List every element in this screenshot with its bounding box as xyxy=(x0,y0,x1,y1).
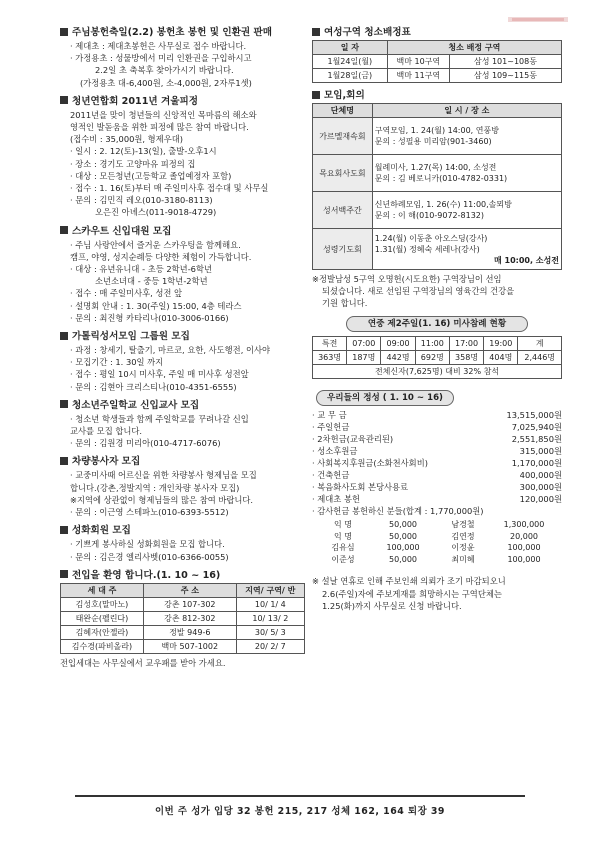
text-line: 2011년을 맞이 청년들의 신앙적인 목마름의 해소와 xyxy=(70,109,257,120)
table-cell: 30/ 5/ 3 xyxy=(236,625,304,639)
group-name: 성령기도회 xyxy=(313,229,373,270)
donor-amount: 50,000 xyxy=(389,554,417,564)
table-cell: 1월28일(금) xyxy=(313,69,388,83)
column-header: 단체명 xyxy=(313,104,373,118)
table-cell: 404명 xyxy=(484,350,518,364)
table-row xyxy=(313,364,562,378)
column-header: 09:00 xyxy=(381,336,415,350)
section-scout xyxy=(60,225,305,324)
welcome-note: 전입세대는 사무실에서 교우패를 받아 가세요. xyxy=(60,657,226,668)
donor-amount: 50,000 xyxy=(389,531,417,541)
table-cell: 강촌 812-302 xyxy=(143,611,236,625)
offering-amount: 315,000원 xyxy=(519,445,562,456)
group-name: 성서백주간 xyxy=(313,192,373,229)
section-driver xyxy=(60,455,305,518)
offerings-title: 우리들의 정성 ( 1. 10 ~ 16) xyxy=(316,390,454,406)
left-column xyxy=(60,26,305,675)
offering-row xyxy=(312,409,562,421)
donor-name: 최미혜 xyxy=(451,554,475,564)
text-line: · 기쁘게 봉사하실 성화회원을 모집 합니다. xyxy=(70,539,225,550)
table-cell: 삼성 109~115동 xyxy=(449,69,561,83)
table-cell: 2,446명 xyxy=(518,350,562,364)
donor-name: 김연정 xyxy=(451,531,475,541)
table-cell: 백마 507-1002 xyxy=(143,639,236,653)
meetings-table xyxy=(312,103,562,270)
table-cell: 김수경(파비올라) xyxy=(61,639,144,653)
table-cell: 187명 xyxy=(347,350,381,364)
bullet-square-icon xyxy=(60,457,68,465)
hymn-footer: 이번 주 성가 입당 32 봉헌 215, 217 성체 162, 164 퇴장 39 xyxy=(75,795,525,817)
note-line: 기원 합니다. xyxy=(322,298,368,309)
table-header-row xyxy=(313,41,562,55)
donor-amount: 50,000 xyxy=(389,520,417,530)
text-line: · 과정 : 창세기, 탈출기, 마르코, 요한, 사도행전, 이사야 xyxy=(70,345,271,356)
donor-amount: 100,000 xyxy=(507,554,541,564)
meeting-line: 1.24(월) 이동춘 아오스딩(강사) xyxy=(374,233,488,243)
section-title: 전입을 환영 합니다.(1. 10 ~ 16) xyxy=(72,569,221,581)
meeting-line: 1.31(월) 정혜숙 세레나(강사) xyxy=(374,244,480,254)
offering-row xyxy=(312,457,562,469)
offering-name: · 사회복지후원금(소화천사회비) xyxy=(312,457,428,468)
section-title: 청년연합회 2011년 겨울피정 xyxy=(72,95,199,107)
donor-name: 이정윤 xyxy=(451,543,475,553)
section-title: 스카우트 신입대원 모집 xyxy=(72,225,172,237)
attendance-summary: 전체신자(7,625명) 대비 32% 참석 xyxy=(313,364,562,378)
offering-name: · 교 무 금 xyxy=(312,409,347,420)
bullet-square-icon xyxy=(60,526,68,534)
text-line: · 문의 : 이근영 스테파노(010-6393-5512) xyxy=(70,507,229,518)
section-candle xyxy=(60,26,305,89)
offering-row xyxy=(312,481,562,493)
section-teacher xyxy=(60,399,305,450)
meeting-line: 문의 : 김 베로니카(010-4782-0331) xyxy=(374,174,508,183)
offering-row xyxy=(312,445,562,457)
table-header-row xyxy=(313,104,562,118)
section-meetings xyxy=(312,89,562,310)
column-header: 07:00 xyxy=(347,336,381,350)
text-line: · 문의 : 최진형 카타리나(010-3006-0166) xyxy=(70,312,229,323)
column-header: 일 자 xyxy=(313,41,388,55)
donor-name: 남경철 xyxy=(451,520,475,530)
offering-name: · 주일헌금 xyxy=(312,421,350,432)
table-row xyxy=(313,55,562,69)
text-line: · 가정용초 : 성물방에서 미리 인환권을 구입하시고 xyxy=(70,53,252,64)
text-line: 교사를 모집 합니다. xyxy=(70,426,143,437)
section-offerings xyxy=(312,385,562,612)
column-header: 특전 xyxy=(313,336,347,350)
section-attendance xyxy=(312,316,562,379)
offering-amount: 1,170,000원 xyxy=(511,457,562,468)
table-row xyxy=(313,350,562,364)
offering-row xyxy=(312,421,562,433)
table-cell: 강촌 107-302 xyxy=(143,597,236,611)
donor-amount: 20,000 xyxy=(510,531,538,541)
text-line: · 제대초 : 제대초봉헌은 사무실로 접수 바랍니다. xyxy=(70,41,247,51)
table-row xyxy=(313,118,562,155)
text-line: · 교중미사때 어르신을 위한 차량봉사 형제님을 모집 xyxy=(70,470,257,481)
column-header: 11:00 xyxy=(415,336,449,350)
section-youth-retreat xyxy=(60,95,305,219)
offering-name: · 제대초 봉헌 xyxy=(312,494,360,505)
table-cell: 692명 xyxy=(415,350,449,364)
text-line: · 접수 : 평일 10시 미사후, 주일 매 미사후 성전앞 xyxy=(70,369,249,380)
meeting-line: 신년하례모임, 1. 26(수) 11:00,솔뫼방 xyxy=(374,200,512,209)
column-header: 일 시 / 장 소 xyxy=(372,104,561,118)
donor-amount: 100,000 xyxy=(507,543,541,553)
meeting-line: 매 10:00, 소성전 xyxy=(494,255,559,265)
section-title: 청소년주일학교 신입교사 모집 xyxy=(72,399,200,411)
column-header: 세 대 주 xyxy=(61,583,144,597)
section-flower xyxy=(60,524,305,562)
table-cell: 10/ 1/ 4 xyxy=(236,597,304,611)
donor-amount: 1,300,000 xyxy=(503,520,545,530)
section-bible-study xyxy=(60,330,305,393)
donor-amount: 100,000 xyxy=(386,543,420,553)
text-line: · 청소년 학생들과 함께 주일학교를 꾸려나갈 신입 xyxy=(70,413,249,424)
offering-name: · 성소후원금 xyxy=(312,445,358,456)
table-cell: 삼성 101~108동 xyxy=(449,55,561,69)
text-line: 영적인 발돋움을 위한 피정에 많은 참여 바랍니다. xyxy=(70,122,249,133)
text-line: · 문의 : 김민직 레오(010-3180-8113) xyxy=(70,195,213,206)
table-cell: 358명 xyxy=(449,350,483,364)
table-cell: 442명 xyxy=(381,350,415,364)
bullet-square-icon xyxy=(312,91,320,99)
meeting-line: 문의 : 성필용 미리암(901-3460) xyxy=(374,137,492,146)
bullet-square-icon xyxy=(60,28,68,36)
section-title: 차량봉사자 모집 xyxy=(72,456,141,468)
section-welcome xyxy=(60,569,305,669)
donor-name: 익 명 xyxy=(334,520,352,530)
offering-name: · 복음화사도회 본당사용료 xyxy=(312,482,409,493)
text-line: · 대상 : 유년유니대 - 초등 2학년-6학년 xyxy=(70,264,212,275)
attendance-table xyxy=(312,336,562,379)
meeting-line: 월례미사, 1.27(목) 14:00, 소성전 xyxy=(374,163,497,172)
bullet-square-icon xyxy=(312,28,320,36)
column-header: 지역/ 구역/ 반 xyxy=(236,583,304,597)
meeting-line: 구역모임, 1. 24(월) 14:00, 연풍방 xyxy=(374,126,499,135)
table-cell: 20/ 2/ 7 xyxy=(236,639,304,653)
text-line: · 대상 : 모든청년(고등학교 졸업예정자 포함) xyxy=(70,170,232,181)
table-cell: 백마 10구역 xyxy=(387,55,449,69)
bullet-square-icon xyxy=(60,226,68,234)
column-header: 17:00 xyxy=(449,336,483,350)
table-row xyxy=(313,192,562,229)
table-header-row xyxy=(313,336,562,350)
table-cell: 정발 949-6 xyxy=(143,625,236,639)
table-cell: 백마 11구역 xyxy=(387,69,449,83)
parish-logo xyxy=(508,15,568,24)
offering-row xyxy=(312,433,562,445)
bullet-square-icon xyxy=(60,332,68,340)
table-row xyxy=(61,639,305,653)
text-line: · 장소 : 경기도 고양마유 피정의 집 xyxy=(70,158,196,169)
offering-amount: 120,000원 xyxy=(519,494,562,505)
text-line: 2.2일 초 축복후 찾아가시기 바랍니다. xyxy=(95,65,234,76)
section-title: 성화회원 모집 xyxy=(72,525,131,537)
section-cleaning xyxy=(312,26,562,83)
offering-row xyxy=(312,493,562,505)
column-header: 계 xyxy=(518,336,562,350)
text-line: (가정용초 대-6,400원, 소-4,000원, 2자루1셋) xyxy=(80,77,252,88)
text-line: (접수비 : 35,000원, 형제우대) xyxy=(70,134,183,145)
section-title: 모임,회의 xyxy=(324,90,365,101)
section-title: 여성구역 청소배정표 xyxy=(324,27,411,38)
donor-name: 이준성 xyxy=(331,554,355,564)
section-title: 가톨릭성서모임 그룹원 모집 xyxy=(72,331,190,343)
note-line: ※ 설날 연휴로 인해 주보인쇄 의뢰가 조기 마감되오니 xyxy=(312,576,506,587)
table-cell: 363명 xyxy=(313,350,347,364)
text-line: · 문의 : 김현아 크리스티나(010-4351-6555) xyxy=(70,381,237,392)
bullet-square-icon xyxy=(60,400,68,408)
note-line: 1.25(화)까지 사무실로 신청 바랍니다. xyxy=(322,600,462,611)
offering-name: · 건축헌금 xyxy=(312,470,350,481)
group-name: 목요회사도회 xyxy=(313,155,373,192)
attendance-title: 연중 제2주일(1. 16) 미사참례 현황 xyxy=(346,316,528,332)
table-row xyxy=(61,625,305,639)
donor-row xyxy=(312,542,562,554)
table-row xyxy=(61,597,305,611)
column-header: 19:00 xyxy=(484,336,518,350)
text-line: · 문의 : 김원경 미리아(010-4717-6076) xyxy=(70,438,221,449)
table-cell: 10/ 13/ 2 xyxy=(236,611,304,625)
offering-amount: 300,000원 xyxy=(519,482,562,493)
text-line: ※지역에 상관없이 형제님들의 많은 참여 바랍니다. xyxy=(70,494,254,505)
offering-name: · 감사헌금 봉헌하신 분들(합계 : 1,770,000원) xyxy=(312,506,484,517)
bullet-square-icon xyxy=(60,570,68,578)
table-cell: 태완순(펠린다) xyxy=(61,611,144,625)
donor-list xyxy=(312,519,562,565)
offering-name: · 2차헌금(교육관리된) xyxy=(312,433,394,444)
text-line: · 주님 사랑안에서 즐거운 스카우팅을 함께해요. xyxy=(70,239,241,250)
bullet-square-icon xyxy=(60,96,68,104)
text-line: · 접수 : 1. 16(토)부터 매 주일미사후 접수대 및 사무실 xyxy=(70,183,269,194)
note-line: 2.6(주일)자에 주보게재를 희망하시는 구역단체는 xyxy=(322,588,502,599)
note-line: ※정발남성 5구역 오명헌(시도요한) 구역장님이 선임 xyxy=(312,274,502,284)
note-line: 되셨습니다. 새로 선임된 구역장님의 영육간의 건강을 xyxy=(322,286,515,297)
text-line: 합니다.(강촌,정발지역 : 개인차량 봉사자 모집) xyxy=(70,482,240,493)
offering-amount: 7,025,940원 xyxy=(511,421,562,432)
offering-row xyxy=(312,505,562,517)
text-line: · 접수 : 매 주일미사후, 성전 앞 xyxy=(70,288,183,299)
table-cell: 김성호(말마노) xyxy=(61,597,144,611)
table-cell: 1월24일(월) xyxy=(313,55,388,69)
offering-row xyxy=(312,469,562,481)
section-title: 주님봉헌축일(2.2) 봉헌초 봉헌 및 인환권 판매 xyxy=(72,27,273,38)
meeting-line: 문의 : 이 해(010-9072-8132) xyxy=(374,211,484,220)
group-name: 가르멜재속회 xyxy=(313,118,373,155)
text-line: 캠프, 야영, 성지순례등 다양한 체험이 가득합니다. xyxy=(70,251,252,262)
table-row xyxy=(61,611,305,625)
cleaning-table xyxy=(312,40,562,83)
offering-amount: 13,515,000원 xyxy=(506,409,562,420)
table-row xyxy=(313,69,562,83)
text-line: 소년소녀대 - 중등 1학년-2학년 xyxy=(95,276,208,287)
table-header-row xyxy=(61,583,305,597)
table-row xyxy=(313,229,562,270)
offering-amount: 400,000원 xyxy=(519,470,562,481)
table-cell: 김혜자(안젤라) xyxy=(61,625,144,639)
donor-name: 김유심 xyxy=(331,543,355,553)
column-header: 청소 배정 구역 xyxy=(387,41,561,55)
donor-row xyxy=(312,554,562,566)
right-column xyxy=(312,26,562,618)
table-row xyxy=(313,155,562,192)
offering-amount: 2,551,850원 xyxy=(511,433,562,444)
offering-amount xyxy=(484,505,562,517)
column-header: 주 소 xyxy=(143,583,236,597)
text-line: · 문의 : 김은경 엘리사벳(010-6366-0055) xyxy=(70,551,229,562)
text-line: · 일시 : 2. 12(토)-13(일), 출발-오후1시 xyxy=(70,146,217,157)
donor-name: 익 명 xyxy=(334,531,352,541)
donor-row xyxy=(312,519,562,531)
text-line: 오은진 아녜스(011-9018-4729) xyxy=(95,207,217,218)
text-line: · 설명회 안내 : 1. 30(주일) 15:00, 4층 테라스 xyxy=(70,300,242,311)
text-line: · 모집기간 : 1. 30일 까지 xyxy=(70,357,164,368)
donor-row xyxy=(312,531,562,543)
welcome-table xyxy=(60,583,305,654)
